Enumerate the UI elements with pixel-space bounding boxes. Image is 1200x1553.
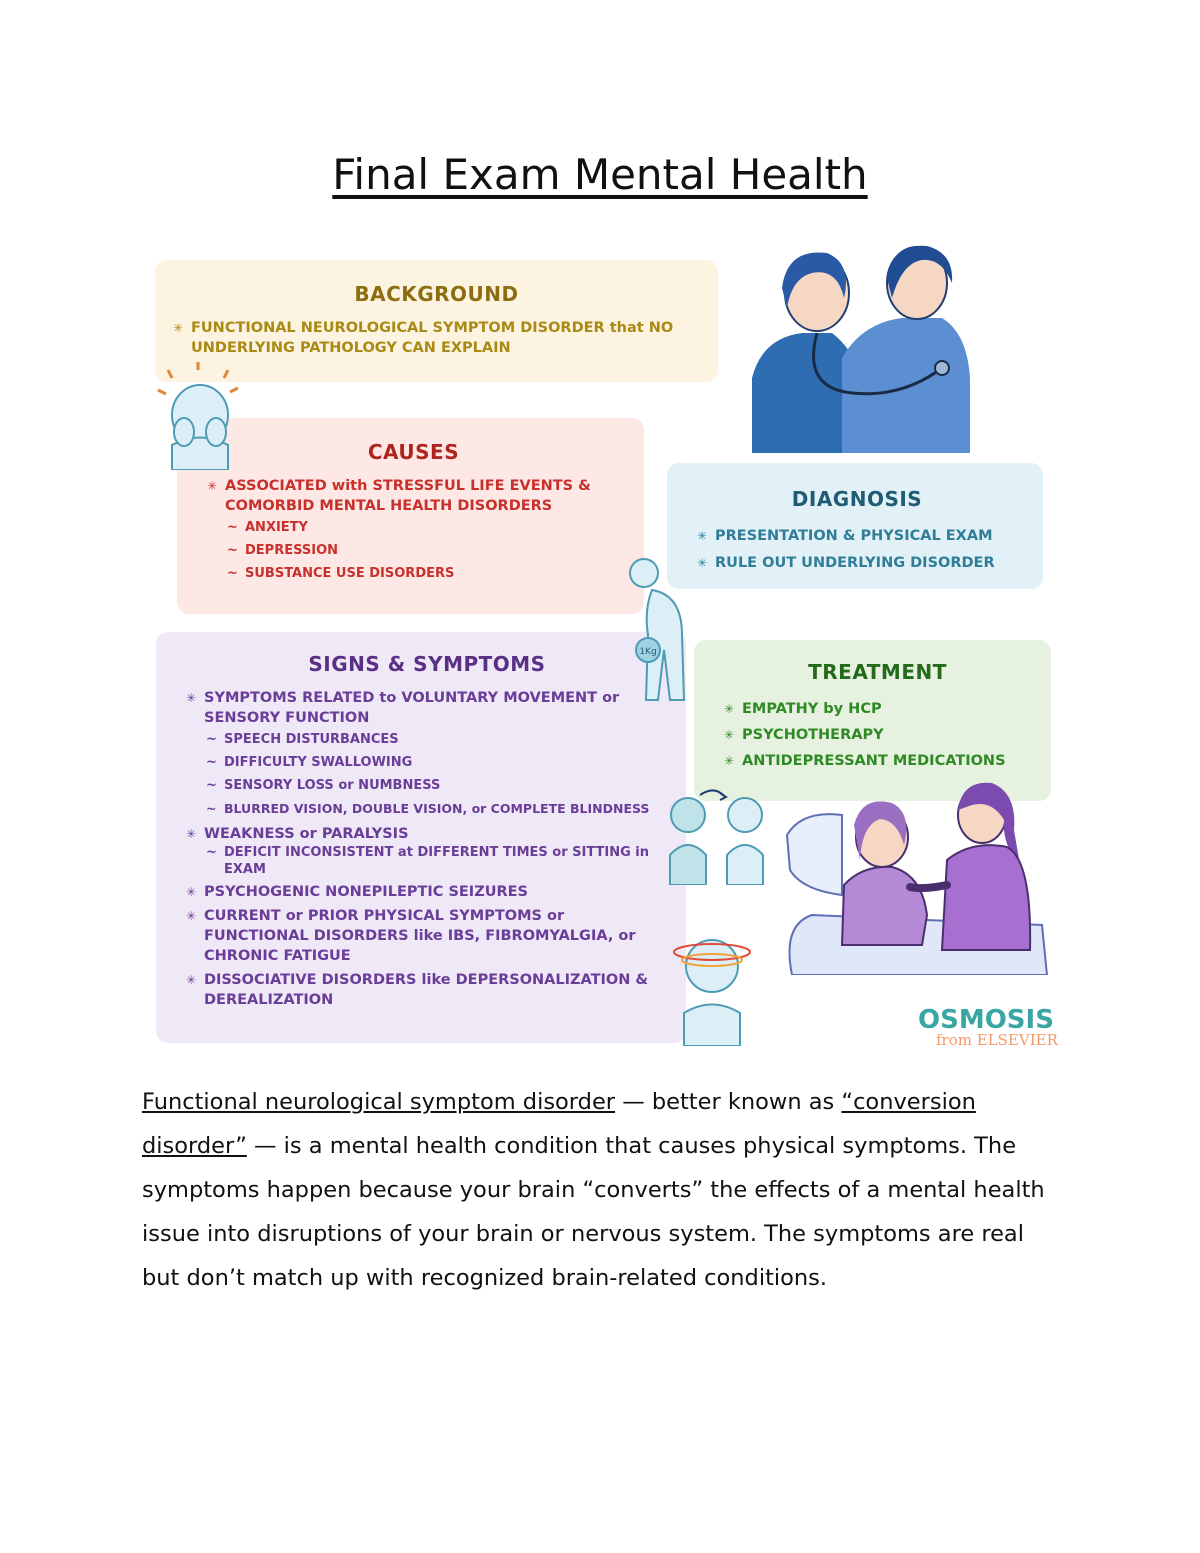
signs-symptoms-card [156,632,686,1043]
diagnosis-item: ✳ PRESENTATION & PHYSICAL EXAM [697,523,1017,550]
dizzy-person-illustration [662,928,762,1046]
signs-item: ✳ SYMPTOMS RELATED to VOLUNTARY MOVEMENT or SENSORY FUNCTION [186,688,668,728]
body-text-part1: — better known as [615,1089,842,1115]
background-heading: BACKGROUND [354,282,519,306]
signs-subitem: ~ SENSORY LOSS or NUMBNESS [186,774,668,797]
term-functional-neurological: Functional neurological symptom disorder [142,1089,616,1115]
weight-label: 1Kg [639,647,657,657]
osmosis-logo [918,1005,1058,1049]
signs-subitem: ~ DEFICIT INCONSISTENT at DIFFERENT TIMES or SITTING in EXAM [186,844,668,878]
signs-heading: SIGNS & SYMPTOMS [308,652,546,676]
signs-subitem: ~ SPEECH DISTURBANCES [186,728,668,751]
diagnosis-heading: DIAGNOSIS [791,487,923,511]
treatment-item: ✳ PSYCHOTHERAPY [724,722,1031,748]
causes-subitem-anxiety: ~ ANXIETY [207,516,620,539]
signs-subitem: ~ DIFFICULTY SWALLOWING [186,751,668,774]
logo-subtitle: from ELSEVIER [936,1031,1058,1049]
signs-item: ✳ PSYCHOGENIC NONEPILEPTIC SEIZURES [186,882,668,902]
logo-name: OSMOSIS [918,1005,1054,1035]
background-item: ✳ FUNCTIONAL NEUROLOGICAL SYMPTOM DISORDER that NO UNDERLYING PATHOLOGY CAN EXPLAIN [173,318,700,358]
causes-item: ✳ ASSOCIATED with STRESSFUL LIFE EVENTS & COMORBID MENTAL HEALTH DISORDERS [207,476,620,516]
diagnosis-item: ✳ RULE OUT UNDERLYING DISORDER [697,550,1017,577]
bedside-care-illustration [782,775,1052,975]
dissociation-illustration [660,785,775,885]
signs-item: ✳ DISSOCIATIVE DISORDERS like DEPERSONALIZATION & DEREALIZATION [186,970,668,1010]
body-paragraph [142,1080,1062,1300]
weight-carrier-illustration [622,555,697,705]
treatment-heading: TREATMENT [808,660,947,684]
signs-subitem: ~ BLURRED VISION, DOUBLE VISION, or COMPLETE BLINDNESS [186,797,668,820]
treatment-item: ✳ EMPATHY by HCP [724,696,1031,722]
causes-subitem-substance: ~ SUBSTANCE USE DISORDERS [207,562,620,585]
doctor-patient-illustration [742,238,977,453]
signs-item: ✳ WEAKNESS or PARALYSIS [186,824,668,844]
term-conversion-disorder: “conversion disorder” [142,1089,976,1159]
signs-item: ✳ CURRENT or PRIOR PHYSICAL SYMPTOMS or FUNCTIONAL DISORDERS like IBS, FIBROMYALGIA, or CHRONIC FATIGUE [186,906,668,966]
causes-heading: CAUSES [367,440,460,464]
causes-subitem-depression: ~ DEPRESSION [207,539,620,562]
body-text-part2: — is a mental health condition that causes physical symptoms. The symptoms happen because your brain “converts” the effects of a mental health issue into disruptions of your brain or nervous system. The symptoms are real but don’t match up with recognized brain-related conditions. [142,1133,1045,1291]
treatment-item: ✳ ANTIDEPRESSANT MEDICATIONS [724,748,1031,774]
diagnosis-card [667,463,1043,589]
page-title: Final Exam Mental Health [332,150,868,199]
stressed-person-illustration [148,360,250,470]
